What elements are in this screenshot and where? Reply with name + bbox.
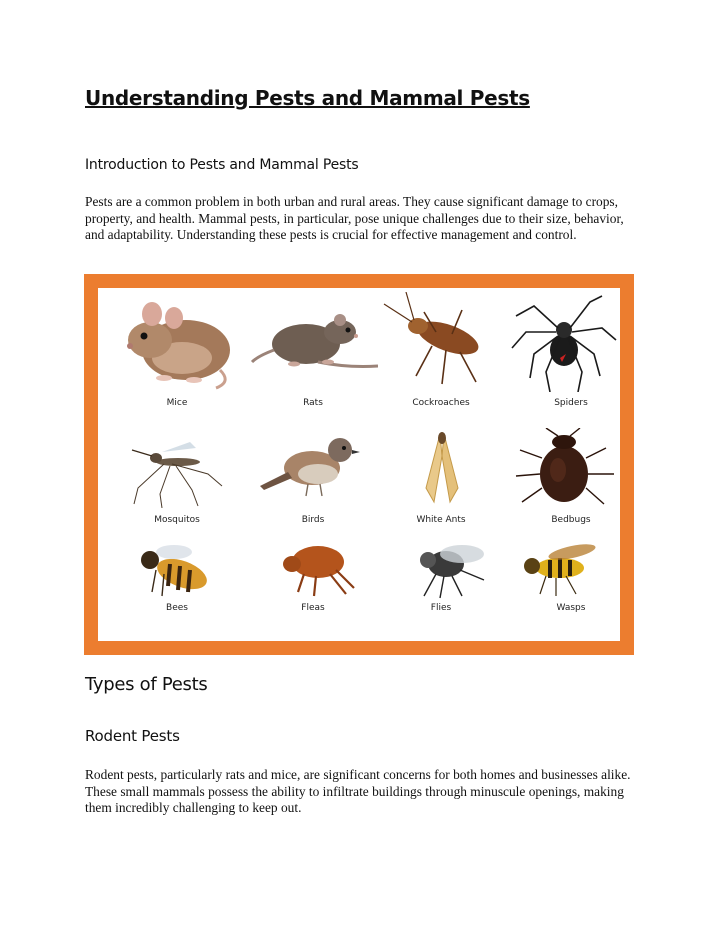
pest-label-mosquitos: Mosquitos <box>154 515 200 525</box>
pest-label-white-ants: White Ants <box>416 515 466 525</box>
pest-label-spiders: Spiders <box>554 398 588 408</box>
pest-grid <box>98 288 620 641</box>
pest-label-cockroaches: Cockroaches <box>412 398 470 408</box>
bird-icon <box>248 428 378 508</box>
pest-label-fleas: Fleas <box>301 603 325 613</box>
pest-label-bedbugs: Bedbugs <box>551 515 591 525</box>
pest-types-image <box>84 274 634 655</box>
rodent-heading: Rodent Pests <box>85 727 180 745</box>
pest-label-flies: Flies <box>430 603 452 613</box>
pest-label-rats: Rats <box>303 398 323 408</box>
mouse-icon <box>112 292 242 392</box>
rodent-paragraph: Rodent pests, particularly rats and mice, are significant concerns for both homes and businesses alike. These small mammals possess the ability to infiltrate buildings through minuscule openings, making them incredibly challenging to keep out. <box>85 767 631 816</box>
fly-icon <box>376 540 506 600</box>
mosquito-icon <box>112 428 242 508</box>
types-heading: Types of Pests <box>85 674 208 695</box>
white-ant-icon <box>376 428 506 508</box>
pest-label-mice: Mice <box>166 398 188 408</box>
bee-icon <box>112 540 242 600</box>
pest-label-bees: Bees <box>166 603 188 613</box>
pest-label-birds: Birds <box>301 515 325 525</box>
spider-icon <box>506 292 636 392</box>
flea-icon <box>248 540 378 600</box>
intro-heading: Introduction to Pests and Mammal Pests <box>85 157 359 173</box>
wasp-icon <box>506 540 636 600</box>
cockroach-icon <box>376 292 506 392</box>
rat-icon <box>248 292 378 392</box>
document-title: Understanding Pests and Mammal Pests <box>85 86 530 110</box>
intro-paragraph: Pests are a common problem in both urban and rural areas. They cause significant damage to crops, property, and health. Mammal pests, in particular, pose unique challenges due to their size, behavior, and adaptability. Understanding these pests is crucial for effective management and control. <box>85 194 624 243</box>
bedbug-icon <box>506 428 636 508</box>
pest-label-wasps: Wasps <box>556 603 586 613</box>
